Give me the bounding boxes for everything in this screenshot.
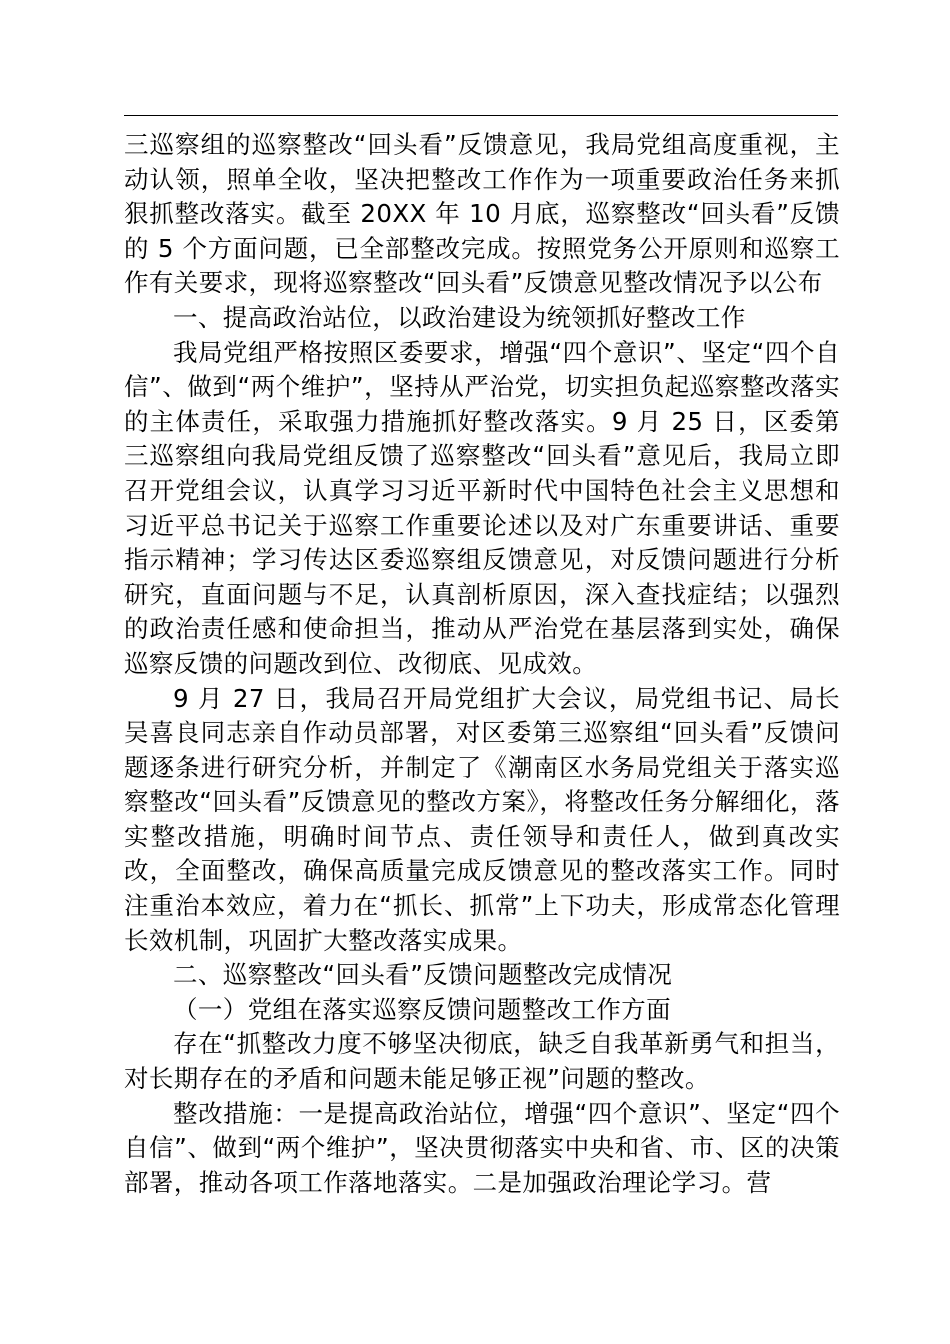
intro-paragraph: 三巡察组的巡察整改“回头看”反馈意见，我局党组高度重视，主动认领，照单全收，坚决把整改工作作为一项重要政治任务来抓狠抓整改落实。截至 20XX 年 10 月底，巡察整改“回头看”反馈的 5 个方面问题，已全部整改完成。按照党务公开原则和巡察工作有关要求，现将巡察整改“回头看”反馈意见整改情况予以公布 xyxy=(124,130,840,298)
subsection-1-paragraph-2: 整改措施：一是提高政治站位，增强“四个意识”、坚定“四个自信”、做到“两个维护”，坚决贯彻落实中央和省、市、区的决策部署，推动各项工作落地落实。二是加强政治理论学习。营 xyxy=(124,1098,840,1197)
subsection-1-paragraph-1: 存在“抓整改力度不够坚决彻底，缺乏自我革新勇气和担当，对长期存在的矛盾和问题未能足够正视”问题的整改。 xyxy=(124,1029,840,1094)
section-2-heading: 二、巡察整改“回头看”反馈问题整改完成情况 xyxy=(173,960,673,990)
section-1-heading: 一、提高政治站位，以政治建设为统领抓好整改工作 xyxy=(173,302,746,332)
header-rule xyxy=(124,115,838,116)
section-1-paragraph-2: 9 月 27 日，我局召开局党组扩大会议，局党组书记、局长吴喜良同志亲自作动员部署，对区委第三巡察组“回头看”反馈问题逐条进行研究分析，并制定了《潮南区水务局党组关于落实巡察整改“回头看”反馈意见的整改方案》，将整改任务分解细化，落实整改措施，明确时间节点、责任领导和责任人，做到真改实改，全面整改，确保高质量完成反馈意见的整改落实工作。同时注重治本效应，着力在“抓长、抓常”上下功夫，形成常态化管理长效机制，巩固扩大整改落实成果。 xyxy=(124,683,840,955)
section-1-paragraph-1: 我局党组严格按照区委要求，增强“四个意识”、坚定“四个自信”、做到“两个维护”，坚持从严治党，切实担负起巡察整改落实的主体责任，采取强力措施抓好整改落实。9 月 25 日，区委第三巡察组向我局党组反馈了巡察整改“回头看”意见后，我局立即召开党组会议，认真学习习近平新时代中国特色社会主义思想和习近平总书记关于巡察工作重要论述以及对广东重要讲话、重要指示精神；学习传达区委巡察组反馈意见，对反馈问题进行分析研究，直面问题与不足，认真剖析原因，深入查找症结；以强烈的政治责任感和使命担当，推动从严治党在基层落到实处，确保巡察反馈的问题改到位、改彻底、见成效。 xyxy=(124,337,840,678)
subsection-1-heading: （一）党组在落实巡察反馈问题整改工作方面 xyxy=(173,994,671,1024)
document-body xyxy=(124,128,840,1200)
